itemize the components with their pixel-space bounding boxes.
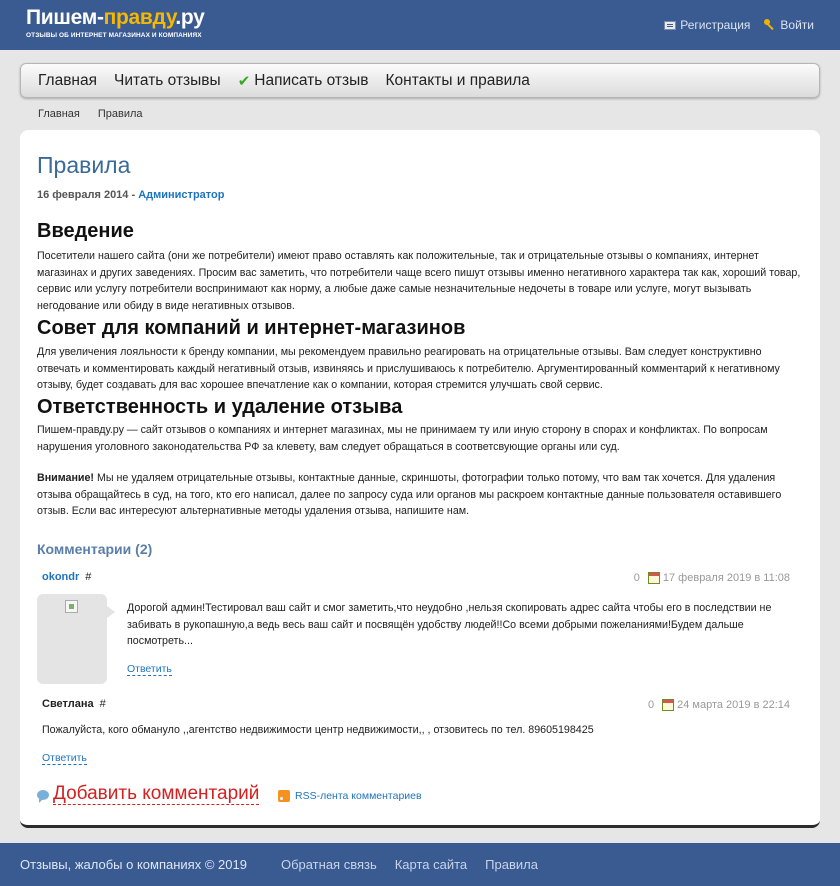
main-nav	[20, 63, 820, 98]
comment-date	[648, 572, 790, 584]
calendar-icon	[662, 699, 674, 711]
site-footer	[0, 843, 840, 886]
comment-author-link[interactable]: okondr	[42, 571, 80, 583]
register-label: Регистрация	[680, 18, 751, 32]
footer-link-rules[interactable]: Правила	[485, 857, 538, 872]
comment-author-name: Светлана	[42, 698, 94, 710]
footer-copyright: Отзывы, жалобы о компаниях © 2019	[20, 857, 247, 872]
nav-item-write-review-label: Написать отзыв	[254, 71, 369, 89]
post-author-link[interactable]: Администратор	[138, 189, 225, 201]
section-heading-responsibility: Ответственность и удаление отзыва	[37, 396, 403, 418]
register-icon	[664, 21, 676, 30]
comment-date-text: 24 марта 2019 в 22:14	[677, 699, 790, 711]
comment-permalink[interactable]: #	[85, 571, 92, 583]
post-meta	[37, 189, 224, 201]
section-heading-intro: Введение	[37, 220, 134, 242]
logo-text-1: Пишем-	[26, 6, 104, 29]
logo-text-3: .ру	[175, 6, 205, 29]
comment-bubble-icon	[37, 790, 49, 800]
key-icon	[764, 19, 776, 31]
footer-link-feedback[interactable]: Обратная связь	[280, 857, 377, 872]
login-label: Войти	[780, 18, 814, 32]
warning-text: Мы не удаляем отрицательные отзывы, контактные данные, скриншоты, фотографии только потому, что вам так хочется. Для удаления отзыва обращайтесь в суд, на того, кто его написал, далее по запросу суда или органов мы раскроем контактные данные пользователя оставившего отзыв. Если вас интересуют альтернативные методы удаления отзыва, напишите нам.	[37, 472, 782, 517]
user-links	[664, 18, 814, 32]
comments-title: Комментарии (2)	[37, 541, 153, 557]
site-header	[0, 0, 840, 50]
nav-item-read-reviews[interactable]: Читать отзывы	[114, 71, 221, 89]
nav-item-home[interactable]: Главная	[38, 71, 97, 89]
section-text-responsibility: Пишем-правду.ру — сайт отзывов о компаниях и интернет магазинах, мы не принимаем ту или иную сторону в спорах и конфликтах. По вопросам нарушения уголовного законодательства РФ за клевету, вам следует обращаться в соответсвующие органы или суд.	[37, 424, 768, 453]
comment-permalink[interactable]: #	[99, 698, 106, 710]
post-date: 16 февраля 2014	[37, 189, 129, 201]
rss-feed-label: RSS-лента комментариев	[295, 790, 422, 802]
nav-item-write-review[interactable]	[238, 72, 369, 90]
section-heading-advice: Совет для компаний и интернет-магазинов	[37, 317, 466, 339]
broken-image-icon	[65, 600, 78, 613]
comment-date	[662, 699, 790, 711]
nav-item-contacts[interactable]: Контакты и правила	[385, 71, 530, 89]
breadcrumb-rules[interactable]: Правила	[97, 108, 143, 120]
comment-date-text: 17 февраля 2019 в 11:08	[662, 572, 790, 584]
comment-text: Пожалуйста, кого обмануло ,,агентство недвижимости центр недвижимости,, , отзовитесь по тел. 89605198425	[42, 724, 594, 736]
breadcrumb	[38, 108, 143, 120]
warning-label: Внимание!	[37, 472, 94, 484]
page-title: Правила	[37, 152, 131, 178]
login-link[interactable]	[764, 18, 814, 32]
comment-votes: 0	[647, 699, 655, 711]
register-link[interactable]	[664, 18, 750, 32]
reply-link[interactable]: Ответить	[42, 752, 87, 764]
warning-paragraph	[37, 470, 803, 520]
content-panel	[20, 130, 820, 828]
site-logo[interactable]	[26, 6, 205, 39]
calendar-icon	[648, 572, 660, 584]
comment-meta	[648, 699, 790, 711]
comment-meta	[634, 572, 790, 584]
add-comment-link[interactable]	[37, 784, 259, 805]
comment-votes: 0	[633, 572, 640, 584]
add-comment-label: Добавить комментарий	[53, 783, 260, 804]
comment-author	[42, 698, 106, 710]
footer-link-sitemap[interactable]: Карта сайта	[394, 857, 468, 872]
section-text-advice: Для увеличения лояльности к бренду компании, мы рекомендуем правильно реагировать на отрицательные отзывы. Вам следует конструктивно отвечать и комментировать каждый негативный отзыв, извиняясь и прислушиваюсь к потребителю. Аргументированный комментарий к негативному отзыву, будет создавать для вас хорошее впечатление как о компании, которая стремится улучшать свой сервис.	[37, 346, 780, 391]
comment-author	[42, 571, 91, 583]
rss-icon	[278, 790, 290, 802]
logo-text-2: правду	[103, 6, 176, 29]
comment-text: Дорогой админ!Тестировал ваш сайт и смог заметить,что неудобно ,нельзя скопировать адрес сайта чтобы его в последствии не забивать в рукопашную,а ведь весь ваш сайт и посвящён удобству людей!!Со всеми добрыми пожеланиями!Будем дальше посмотреть...	[127, 602, 772, 647]
checkmark-icon: ✔	[237, 72, 251, 90]
breadcrumb-home[interactable]: Главная	[38, 108, 80, 120]
logo-tagline: ОТЗЫВЫ ОБ ИНТЕРНЕТ МАГАЗИНАХ И КОМПАНИЯХ	[26, 32, 202, 39]
reply-link[interactable]: Ответить	[127, 663, 172, 675]
meta-separator: -	[128, 189, 139, 201]
section-text-intro: Посетители нашего сайта (они же потребители) имеют право оставлять как положительные, так и отрицательные отзывы о компаниях, интернет магазинах и других заведениях. Просим вас заметить, что потребители чаще всего пишут отзывы именно негативного характера так как, хороший товар, сервис или услугу потребители воспринимают как норму, а любые даже самые незначительные недочеты в товаре или услуге, могут вызывать негодование или обиду в виде негативных отзывов.	[37, 250, 801, 312]
rss-feed-link[interactable]	[278, 790, 422, 802]
avatar	[37, 594, 107, 684]
